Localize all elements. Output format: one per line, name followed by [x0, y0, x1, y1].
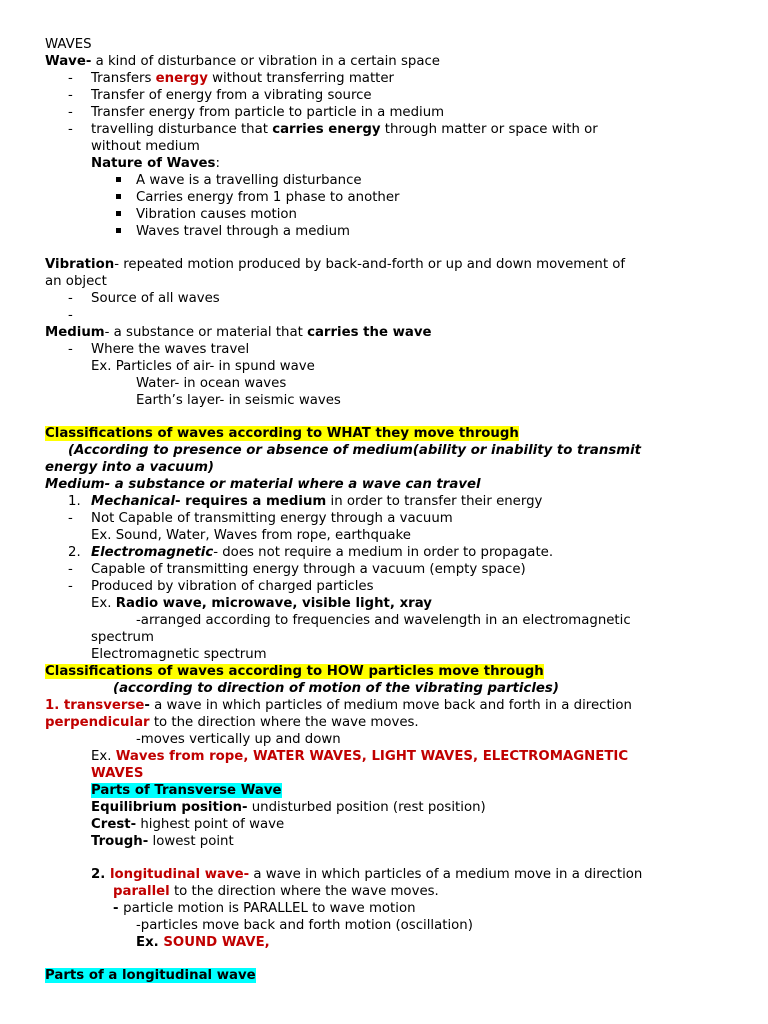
class-what-heading [45, 425, 519, 442]
mechanical-item [91, 493, 542, 510]
equilibrium-item [91, 799, 486, 816]
wave-item-text: travelling disturbance that [91, 122, 273, 137]
class-how-sub: (according to direction of motion of the vibrating particles) [113, 681, 559, 696]
vibration-term: Vibration [45, 257, 115, 272]
electromagnetic-sub-item-2: Produced by vibration of charged particles [91, 579, 374, 594]
transverse-definition-cont [45, 714, 419, 731]
parts-longitudinal-text: Parts of a longitudinal wave [45, 968, 256, 983]
electromagnetic-item [91, 544, 553, 561]
mechanical-text: in order to transfer their energy [326, 494, 543, 509]
parts-longitudinal-heading [45, 967, 256, 984]
medium-example-3: Earth’s layer- in seismic waves [136, 393, 341, 408]
electromagnetic-example [91, 595, 432, 612]
longitudinal-definition-cont [113, 883, 439, 900]
dash-marker: - [68, 71, 73, 86]
nature-item-4: Waves travel through a medium [136, 224, 350, 239]
longitudinal-note-1 [113, 900, 416, 917]
wave-item-4 [91, 121, 598, 138]
transverse-term: 1. transverse [45, 698, 145, 713]
parallel-emphasis: parallel [113, 884, 170, 899]
wave-term: Wave- [45, 54, 92, 69]
perpendicular-emphasis: perpendicular [45, 715, 150, 730]
longitudinal-note-2: -particles move back and forth motion (oscillation) [136, 918, 473, 933]
electromagnetic-text: - does not require a medium in order to propagate. [213, 545, 554, 560]
wave-item-emphasis: carries energy [272, 122, 381, 137]
wave-item-3: Transfer energy from particle to particle in a medium [91, 105, 445, 120]
square-bullet-icon [116, 194, 121, 199]
trough-def: lowest point [148, 834, 234, 849]
longitudinal-term: longitudinal wave- [109, 867, 250, 882]
transverse-definition [45, 697, 632, 714]
transverse-def-text: a wave in which particles of medium move back and forth in a direction [149, 698, 632, 713]
equilibrium-term: Equilibrium position- [91, 800, 248, 815]
longitudinal-example [136, 934, 270, 951]
mechanical-emphasis: - requires a medium [175, 494, 327, 509]
vibration-definition [45, 256, 625, 273]
list-number: 2. [91, 867, 110, 882]
longitudinal-note-text: particle motion is PARALLEL to wave motion [123, 901, 416, 916]
electromagnetic-note-1: -arranged according to frequencies and wavelength in an electromagnetic [136, 613, 631, 628]
medium-def-emphasis: carries the wave [307, 325, 432, 340]
electromagnetic-term: Electromagnetic [91, 545, 214, 560]
wave-item-emphasis: energy [155, 71, 208, 86]
transverse-example-text: Waves from rope, WATER WAVES, LIGHT WAVES, ELECTROMAGNETIC [115, 749, 629, 764]
equilibrium-def: undisturbed position (rest position) [247, 800, 486, 815]
parts-transverse-heading [91, 782, 282, 799]
class-how-heading-text: Classifications of waves according to HOW particles move through [45, 664, 544, 679]
list-number: 1. [68, 494, 81, 509]
dash-marker: - [68, 579, 73, 594]
crest-item [91, 816, 284, 833]
class-what-heading-text: Classifications of waves according to WHAT they move through [45, 426, 519, 441]
mechanical-example: Ex. Sound, Water, Waves from rope, earthquake [91, 528, 411, 543]
transverse-example-1 [91, 748, 628, 765]
square-bullet-icon [116, 228, 121, 233]
dash-marker: - [68, 342, 73, 357]
class-what-medium-def: Medium- a substance or material where a wave can travel [45, 477, 481, 492]
wave-item-text: Transfers [91, 71, 156, 86]
medium-example-1: Ex. Particles of air- in spund wave [91, 359, 315, 374]
wave-item-text: through matter or space with or [380, 122, 598, 137]
electromagnetic-spectrum: Electromagnetic spectrum [91, 647, 267, 662]
example-label: Ex. [91, 749, 116, 764]
square-bullet-icon [116, 211, 121, 216]
class-how-heading [45, 663, 544, 680]
electromagnetic-note-2: spectrum [91, 630, 154, 645]
transverse-example-2: WAVES [91, 766, 144, 781]
longitudinal-example-text: SOUND WAVE, [163, 935, 270, 950]
crest-term: Crest- [91, 817, 137, 832]
medium-term: Medium [45, 325, 105, 340]
example-label: Ex. [136, 935, 164, 950]
mechanical-term: Mechanical [91, 494, 176, 509]
electromagnetic-sub-item-1: Capable of transmitting energy through a vacuum (empty space) [91, 562, 526, 577]
dash-marker: - [68, 291, 73, 306]
wave-item-2: Transfer of energy from a vibrating source [91, 88, 372, 103]
crest-def: highest point of wave [136, 817, 285, 832]
longitudinal-def-text: to the direction where the wave moves. [169, 884, 439, 899]
transverse-def-text: to the direction where the wave moves. [149, 715, 419, 730]
wave-item-text: without transferring matter [207, 71, 395, 86]
class-what-sub-2: energy into a vacuum) [45, 460, 215, 475]
medium-def-text: - a substance or material that [104, 325, 308, 340]
wave-def-text: a kind of disturbance or vibration in a certain space [91, 54, 440, 69]
trough-term: Trough- [91, 834, 149, 849]
dash-marker: - [68, 511, 73, 526]
vibration-item-1: Source of all waves [91, 291, 220, 306]
transverse-dash: - [144, 698, 150, 713]
dash-marker: - [68, 105, 73, 120]
longitudinal-definition [91, 866, 642, 883]
doc-title: WAVES [45, 37, 92, 52]
longitudinal-def-text: a wave in which particles of a medium move in a direction [249, 867, 643, 882]
nature-item-1: A wave is a travelling disturbance [136, 173, 362, 188]
dash-marker: - [68, 562, 73, 577]
dash-marker: - [68, 308, 73, 323]
wave-definition [45, 53, 440, 70]
square-bullet-icon [116, 177, 121, 182]
class-what-sub-1: (According to presence or absence of medium(ability or inability to transmit [68, 443, 642, 458]
vibration-def-cont: an object [45, 274, 107, 289]
mechanical-sub-item: Not Capable of transmitting energy through a vacuum [91, 511, 453, 526]
list-number: 2. [68, 545, 81, 560]
nature-label: Nature of Waves [91, 156, 216, 171]
wave-item-1 [91, 70, 394, 87]
nature-heading [91, 155, 220, 172]
wave-item-4-cont: without medium [91, 139, 200, 154]
example-label: Ex. [91, 596, 116, 611]
nature-item-2: Carries energy from 1 phase to another [136, 190, 400, 205]
medium-definition [45, 324, 432, 341]
medium-example-2: Water- in ocean waves [136, 376, 287, 391]
transverse-motion: -moves vertically up and down [136, 732, 341, 747]
dash-marker: - [68, 88, 73, 103]
nature-colon: : [215, 156, 220, 171]
dash-marker: - [68, 122, 73, 137]
electromagnetic-example-text: Radio wave, microwave, visible light, xray [115, 596, 432, 611]
dash-marker: - [113, 901, 124, 916]
nature-item-3: Vibration causes motion [136, 207, 297, 222]
vibration-def-text: - repeated motion produced by back-and-forth or up and down movement of [114, 257, 626, 272]
trough-item [91, 833, 234, 850]
medium-item: Where the waves travel [91, 342, 250, 357]
parts-transverse-text: Parts of Transverse Wave [91, 783, 282, 798]
